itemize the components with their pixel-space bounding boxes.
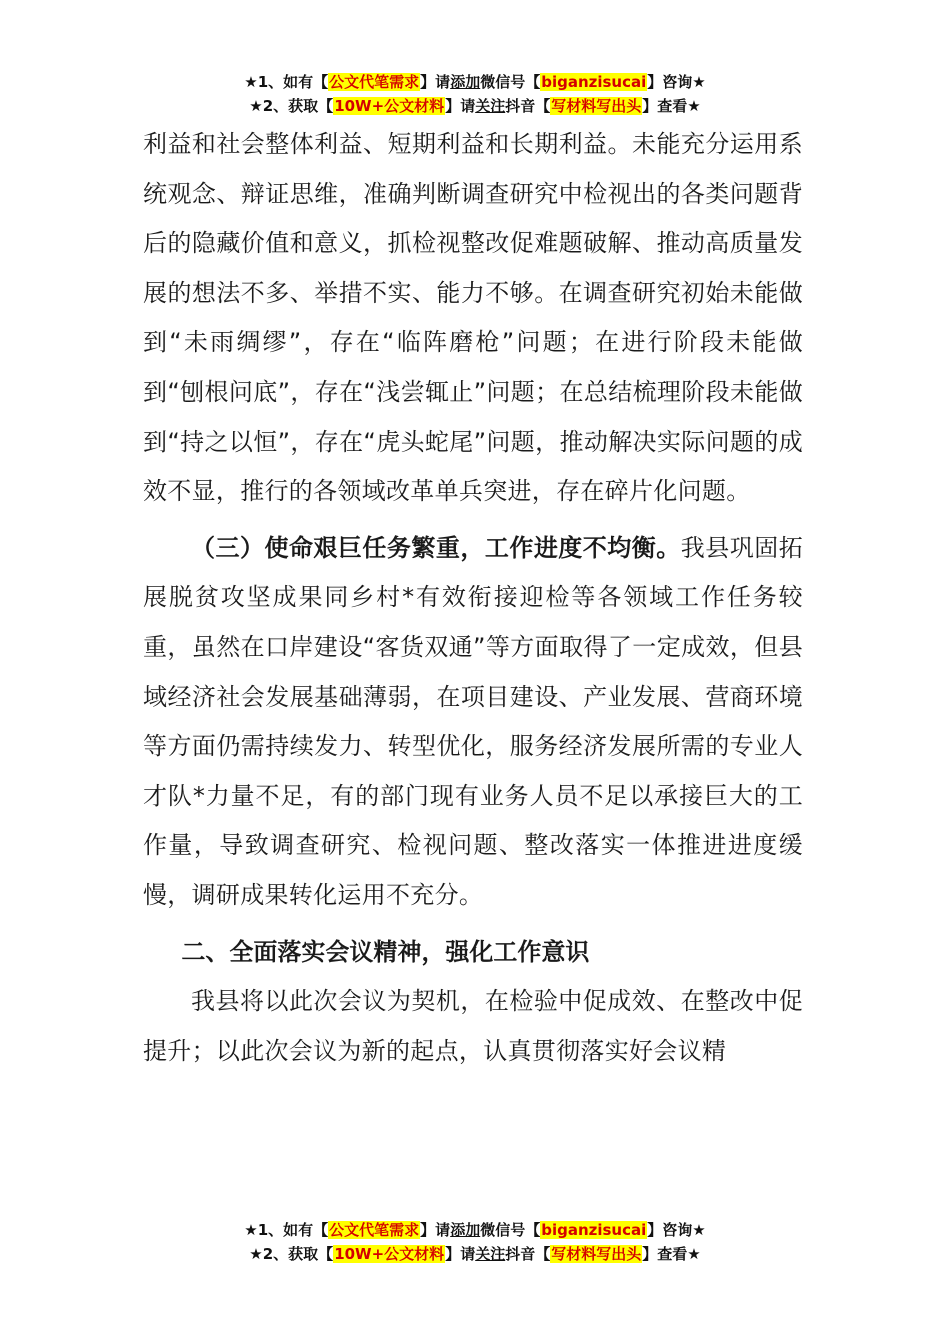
notice-text: ★2、获取【 [249, 1245, 334, 1263]
document-body [143, 120, 803, 1076]
header-notice [0, 70, 950, 118]
notice-text: 】查看★ [642, 97, 701, 115]
subsection-heading: （三）使命艰巨任务繁重，工作进度不均衡。 [191, 533, 681, 562]
notice-text: ★2、获取【 [249, 97, 334, 115]
notice-text: 】请 [420, 73, 451, 91]
underlined-text: 添加 [450, 73, 481, 91]
notice-text: 微信号【 [480, 1221, 541, 1239]
underlined-text: 关注 [475, 1245, 506, 1263]
notice-text: 】咨询★ [647, 73, 706, 91]
notice-text: 】查看★ [642, 1245, 701, 1263]
notice-text: 】请 [445, 1245, 476, 1263]
notice-line-1 [0, 1218, 950, 1242]
notice-line-2 [0, 94, 950, 118]
highlight-materials: 10W+公文材料 [334, 97, 445, 115]
notice-text: 】咨询★ [647, 1221, 706, 1239]
underlined-text: 关注 [475, 97, 506, 115]
underlined-text: 添加 [450, 1221, 481, 1239]
footer-notice [0, 1218, 950, 1266]
notice-text: ★1、如有【 [244, 73, 329, 91]
section-title: 二、全面落实会议精神，强化工作意识 [181, 937, 590, 966]
highlight-wechat-id: biganzisucai [541, 73, 647, 91]
paragraph-2-body: 我县巩固拓展脱贫攻坚成果同乡村*有效衔接迎检等各领域工作任务较重，虽然在口岸建设“客货双通”等方面取得了一定成效，但县域经济社会发展基础薄弱，在项目建设、产业发展、营商环境等方面仍需持续发力、转型优化，服务经济发展所需的专业人才队*力量不足，有的部门现有业务人员不足以承接巨大的工作量，导致调查研究、检视问题、整改落实一体推进进度缓慢，调研成果转化运用不充分。 [143, 533, 803, 909]
notice-text: 抖音【 [505, 97, 551, 115]
paragraph-3: 我县将以此次会议为契机，在检验中促成效、在整改中促提升；以此次会议为新的起点，认真贯彻落实好会议精 [143, 987, 803, 1065]
highlight-douyin-account: 写材料写出头 [551, 97, 642, 115]
notice-text: ★1、如有【 [244, 1221, 329, 1239]
highlight-service: 公文代笔需求 [329, 1221, 420, 1239]
notice-text: 】请 [445, 97, 476, 115]
paragraph-1: 利益和社会整体利益、短期利益和长期利益。未能充分运用系统观念、辩证思维，准确判断调查研究中检视出的各类问题背后的隐藏价值和意义，抓检视整改促难题破解、推动高质量发展的想法不多、举措不实、能力不够。在调查研究初始未能做到“未雨绸缪”，存在“临阵磨枪”问题；在进行阶段未能做到“刨根问底”，存在“浅尝辄止”问题；在总结梳理阶段未能做到“持之以恒”，存在“虎头蛇尾”问题，推动解决实际问题的成效不显，推行的各领域改革单兵突进，存在碎片化问题。 [143, 130, 803, 506]
highlight-douyin-account: 写材料写出头 [551, 1245, 642, 1263]
notice-line-1 [0, 70, 950, 94]
highlight-service: 公文代笔需求 [329, 73, 420, 91]
notice-text: 】请 [420, 1221, 451, 1239]
notice-text: 抖音【 [505, 1245, 551, 1263]
notice-text: 微信号【 [480, 73, 541, 91]
highlight-materials: 10W+公文材料 [334, 1245, 445, 1263]
notice-line-2 [0, 1242, 950, 1266]
paragraph-2 [143, 524, 803, 921]
highlight-wechat-id: biganzisucai [541, 1221, 647, 1239]
